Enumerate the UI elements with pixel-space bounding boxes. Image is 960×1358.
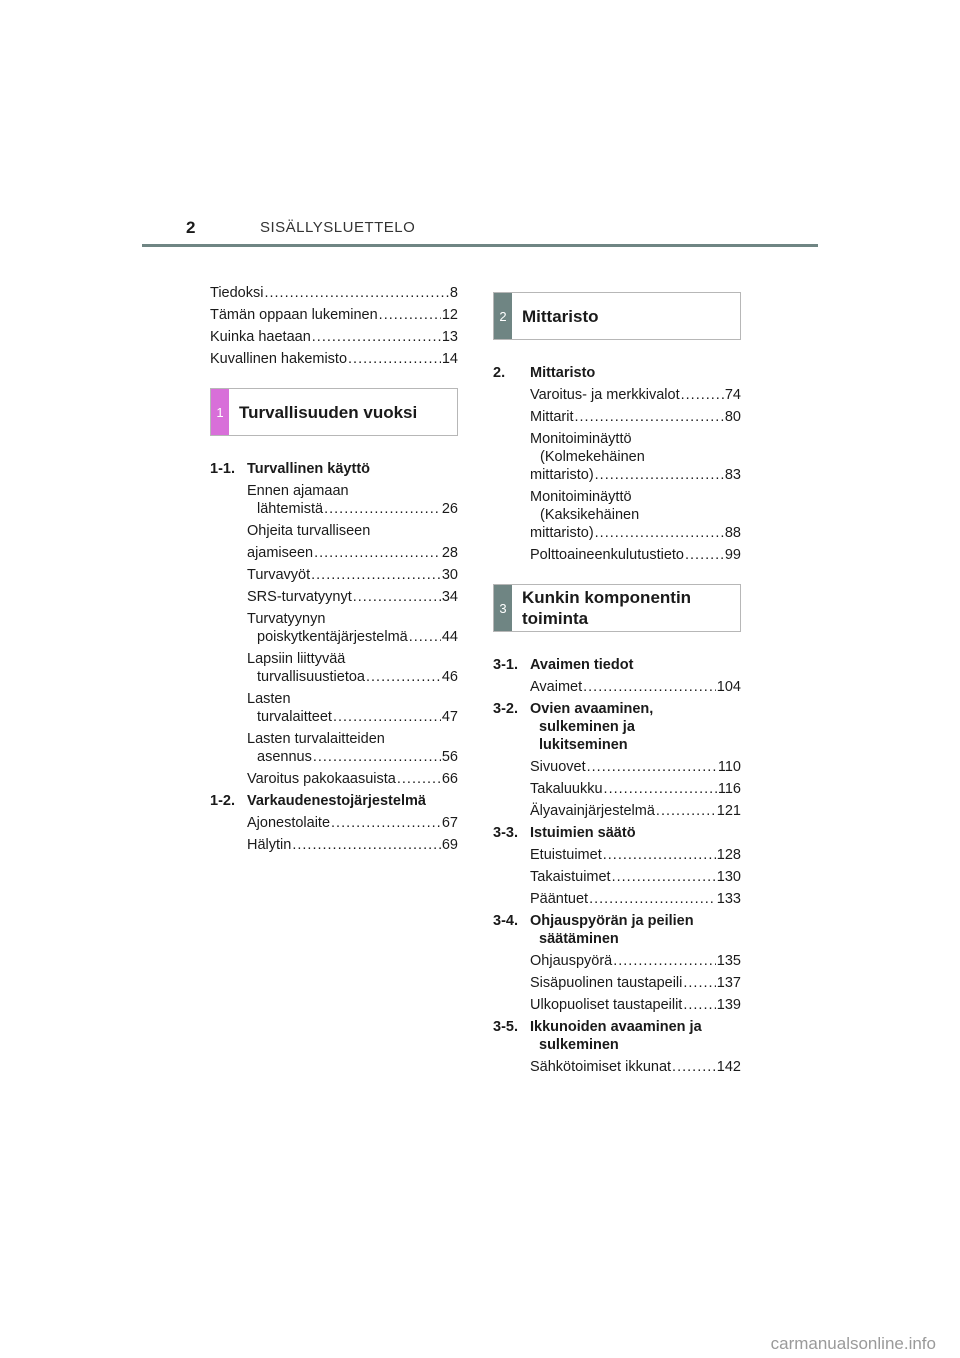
toc-entry[interactable]: Hälytin ..... 69 (247, 836, 458, 854)
section-heading[interactable]: 3-5. Ikkunoiden avaaminen ja sulkeminen (493, 1019, 702, 1053)
section-heading[interactable]: 1-2. Varkaudenestojärjestelmä (210, 793, 426, 809)
toc-entry[interactable]: Sisäpuolinen taustapeili ..... 137 (530, 974, 741, 992)
toc-entry[interactable]: ajamiseen ..... 28 (247, 544, 458, 562)
section-heading[interactable]: 3-1. Avaimen tiedot (493, 657, 634, 673)
toc-entry[interactable]: Tiedoksi ..... 8 (210, 284, 458, 302)
toc-entry[interactable]: Etuistuimet ..... 128 (530, 846, 741, 864)
toc-entry[interactable]: Ajonestolaite ..... 67 (247, 814, 458, 832)
toc-entry[interactable]: Ennen ajamaan lähtemistä ..... 26 (247, 482, 458, 518)
toc-entry[interactable]: Varoitus pakokaasuista ..... 66 (247, 770, 458, 788)
toc-entry[interactable]: Monitoiminäyttö (Kaksikehäinen mittaristo) ..... 88 (530, 488, 741, 542)
toc-entry[interactable]: Sivuovet ..... 110 (530, 758, 741, 776)
section-heading[interactable]: 3-2. Ovien avaaminen, sulkeminen ja lukitseminen (493, 701, 654, 753)
toc-entry[interactable]: Polttoaineenkulutustieto ..... 99 (530, 546, 741, 564)
toc-entry[interactable]: Pääntuet ..... 133 (530, 890, 741, 908)
toc-left-column (210, 284, 458, 858)
toc-entry[interactable]: Kuvallinen hakemisto ..... 14 (210, 350, 458, 368)
toc-entry[interactable]: Sähkötoimiset ikkunat ..... 142 (530, 1058, 741, 1076)
section-heading[interactable]: 3-4. Ohjauspyörän ja peilien säätäminen (493, 913, 694, 947)
toc-entry[interactable]: Ulkopuoliset taustapeilit ..... 139 (530, 996, 741, 1014)
section-heading[interactable]: 3-3. Istuimien säätö (493, 825, 636, 841)
chapter-label: Kunkin komponentin toiminta (522, 588, 692, 628)
chapter-box-2[interactable] (493, 292, 741, 340)
watermark: carmanualsonline.info (770, 1334, 936, 1353)
toc-entry[interactable]: Monitoiminäyttö (Kolmekehäinen mittaristo) ..... 83 (530, 430, 741, 484)
chapter-box-3[interactable] (493, 584, 741, 632)
chapter-tab-3: 3 (494, 585, 512, 631)
chapter-tab-2: 2 (494, 293, 512, 339)
toc-entry[interactable]: Lasten turvalaitteet ..... 47 (247, 690, 458, 726)
toc-entry[interactable]: Turvavyöt ..... 30 (247, 566, 458, 584)
toc-entry[interactable]: Varoitus- ja merkkivalot ..... 74 (530, 386, 741, 404)
page-title: SISÄLLYSLUETTELO (260, 219, 416, 236)
toc-entry[interactable]: SRS-turvatyynyt ..... 34 (247, 588, 458, 606)
toc-entry[interactable]: Tämän oppaan lukeminen ..... 12 (210, 306, 458, 324)
chapter-tab-1: 1 (211, 389, 229, 435)
toc-entry[interactable]: Kuinka haetaan ..... 13 (210, 328, 458, 346)
toc-entry[interactable]: Ohjauspyörä ..... 135 (530, 952, 741, 970)
toc-entry[interactable]: Älyavainjärjestelmä ..... 121 (530, 802, 741, 820)
chapter-box-1[interactable] (210, 388, 458, 436)
toc-entry[interactable]: Mittarit ..... 80 (530, 408, 741, 426)
header-rule (142, 244, 818, 247)
section-heading[interactable]: 1-1. Turvallinen käyttö (210, 461, 371, 477)
chapter-label: Turvallisuuden vuoksi (239, 402, 418, 422)
section-heading[interactable]: 2. Mittaristo (493, 365, 596, 381)
toc-entry[interactable]: Takaluukku ..... 116 (530, 780, 741, 798)
chapter-label: Mittaristo (522, 306, 599, 326)
toc-entry[interactable]: Lasten turvalaitteiden asennus ..... 56 (247, 730, 458, 766)
toc-entry[interactable]: Ohjeita turvalliseen (247, 523, 371, 539)
page-number: 2 (186, 218, 196, 237)
toc-entry[interactable]: Lapsiin liittyvää turvallisuustietoa ..... 46 (247, 650, 458, 686)
toc-entry[interactable]: Turvatyynyn poiskytkentäjärjestelmä ..... 44 (247, 610, 458, 646)
toc-entry[interactable]: Takaistuimet ..... 130 (530, 868, 741, 886)
page-header (142, 214, 818, 248)
toc-entry[interactable]: Avaimet ..... 104 (530, 678, 741, 696)
toc-right-column (493, 272, 741, 1080)
